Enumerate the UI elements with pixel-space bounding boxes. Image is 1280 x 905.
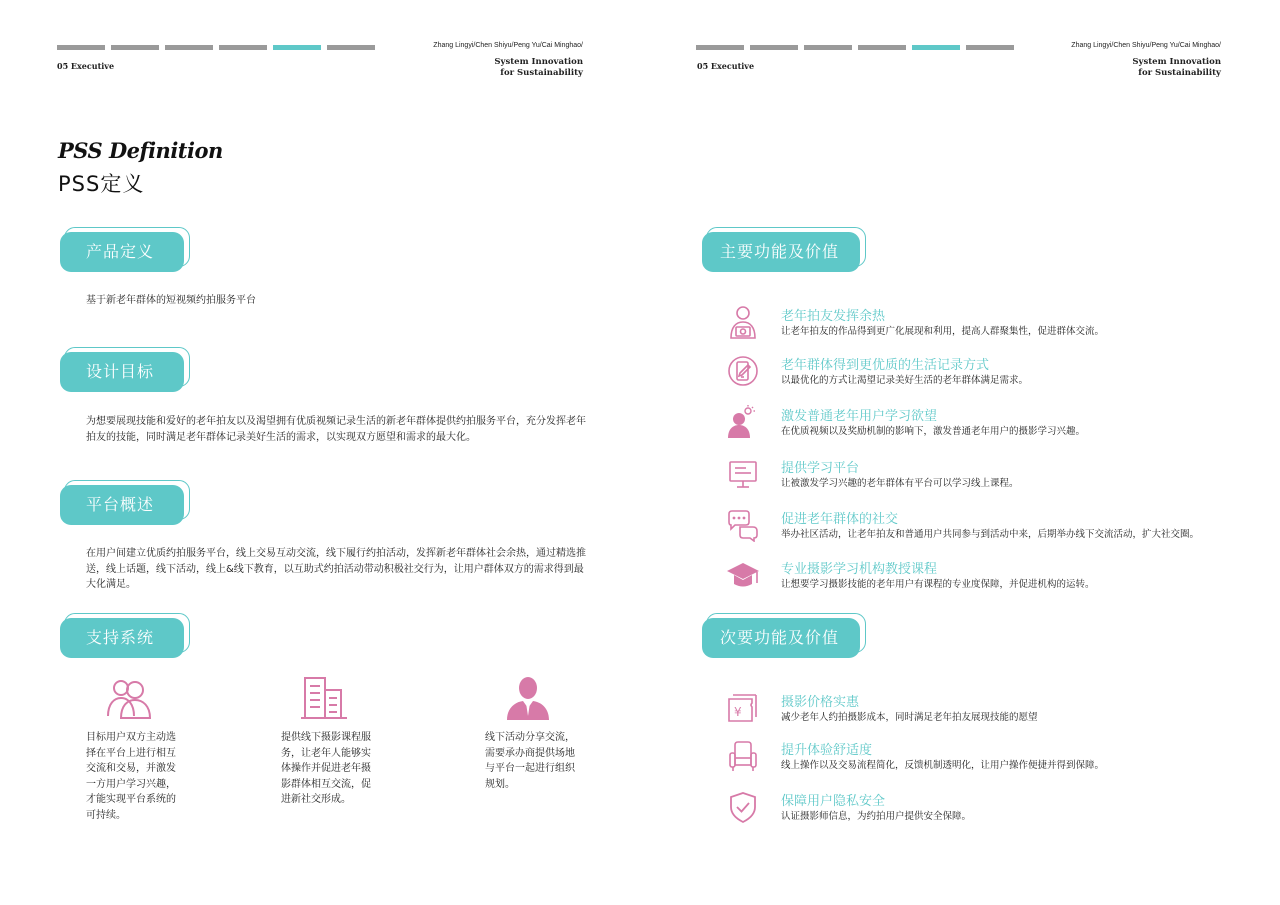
- armchair-icon: [726, 739, 760, 773]
- section-pill-goal: [60, 352, 184, 392]
- progress-segment: [696, 45, 744, 50]
- section-text-goal: 为想要展现技能和爱好的老年拍友以及渴望拥有优质视频记录生活的新老年群体提供约拍服务平台，充分发挥老年拍友的技能，同时满足老年群体记录美好生活的需求，以实现双方愿望和需求的最大化。: [86, 416, 586, 443]
- feature-desc: 减少老年人约拍摄影成本，同时满足老年拍友展现技能的愿望: [781, 712, 1038, 723]
- feature-desc: 让被激发学习兴趣的老年群体有平台可以学习线上课程。: [781, 478, 1019, 489]
- feature-desc: 线上操作以及交易流程简化，反馈机制透明化，让用户操作便捷并得到保障。: [781, 760, 1105, 771]
- section-text-overview: 在用户间建立优质约拍服务平台，线上交易互动交流，线下履行约拍活动，发挥新老年群体社会余热，通过精选推送，线上话题，线下活动，线上&线下教育，以互助式约拍活动带动积极社交行为，让用户群体双方的需求得到最大化满足。: [86, 548, 586, 590]
- feature-desc: 让想要学习摄影技能的老年用户有课程的专业度保障，并促进机构的运转。: [781, 579, 1095, 590]
- course-line-2: for Sustainability: [1138, 68, 1221, 78]
- section-pill-support: [60, 618, 184, 658]
- progress-segment: [219, 45, 267, 50]
- pill-label: 平台概述: [60, 485, 184, 525]
- progress-segment: [966, 45, 1014, 50]
- feature-title: 激发普通老年用户学习欲望: [781, 409, 938, 424]
- feature-title: 促进老年群体的社交: [781, 512, 899, 527]
- progress-segment: [858, 45, 906, 50]
- buildings-icon: [301, 676, 347, 720]
- progress-segment: [165, 45, 213, 50]
- page-title-zh: PSS定义: [58, 172, 145, 196]
- course-title: [494, 57, 583, 79]
- authors: Zhang Lingyi/Chen Shiyu/Peng Yu/Cai Minghao/: [1071, 42, 1221, 49]
- authors: Zhang Lingyi/Chen Shiyu/Peng Yu/Cai Minghao/: [433, 42, 583, 49]
- pill-label: 支持系统: [60, 618, 184, 658]
- support-item-businessman: [485, 676, 577, 792]
- support-text-users: 目标用户双方主动选择在平台上进行相互交流和交易，并激发一方用户学习兴趣，才能实现平台系统的可持续。: [86, 732, 176, 821]
- progress-segment-active: [912, 45, 960, 50]
- businessman-icon: [505, 676, 551, 720]
- chapter-label: 05 Executive: [57, 61, 115, 71]
- feature-desc: 以最优化的方式让渴望记录美好生活的老年群体满足需求。: [781, 375, 1029, 386]
- progress-segment: [750, 45, 798, 50]
- progress-segment: [111, 45, 159, 50]
- phone-edit-icon: [726, 354, 760, 388]
- course-title: [1132, 57, 1221, 79]
- support-item-users: [86, 676, 178, 823]
- feature-desc: 让老年拍友的作品得到更广化展现和利用，提高人群聚集性，促进群体交流。: [781, 326, 1105, 337]
- support-text-buildings: 提供线下摄影课程服务，让老年人能够实体操作并促进老年摄影群体相互交流，促进新社交形成。: [281, 732, 371, 805]
- price-ticket-icon: [726, 691, 760, 725]
- course-line-2: for Sustainability: [500, 68, 583, 78]
- chat-bubbles-icon: [726, 508, 760, 542]
- progress-bar: [696, 45, 1014, 50]
- pill-label: 次要功能及价值: [702, 618, 860, 658]
- chapter-label: 05 Executive: [697, 61, 755, 71]
- feature-title: 摄影价格实惠: [781, 695, 860, 710]
- idea-person-icon: [726, 405, 760, 439]
- section-text-product: 基于新老年群体的短视频约拍服务平台: [86, 295, 256, 306]
- feature-desc: 举办社区活动，让老年拍友和普通用户共同参与到活动中来，后期举办线下交流活动，扩大社交圈。: [781, 529, 1200, 540]
- graduation-cap-icon: [726, 558, 760, 592]
- section-pill-secondary: [702, 618, 860, 658]
- feature-title: 提升体验舒适度: [781, 743, 873, 758]
- right-page: [640, 0, 1280, 905]
- feature-title: 老年群体得到更优质的生活记录方式: [781, 358, 990, 373]
- feature-title: 保障用户隐私安全: [781, 794, 886, 809]
- svg-text:¥: ¥: [734, 705, 742, 719]
- support-item-buildings: [281, 676, 373, 808]
- course-line-1: System Innovation: [1132, 57, 1221, 67]
- feature-title: 提供学习平台: [781, 461, 860, 476]
- progress-segment: [804, 45, 852, 50]
- section-pill-overview: [60, 485, 184, 525]
- feature-title: 专业摄影学习机构教授课程: [781, 562, 938, 577]
- pill-label: 主要功能及价值: [702, 232, 860, 272]
- shield-check-icon: [726, 790, 760, 824]
- feature-title: 老年拍友发挥余热: [781, 309, 886, 324]
- monitor-icon: [726, 457, 760, 491]
- page-title-en: PSS Definition: [58, 138, 223, 163]
- pill-label: 设计目标: [60, 352, 184, 392]
- pill-label: 产品定义: [60, 232, 184, 272]
- progress-segment-active: [273, 45, 321, 50]
- progress-bar: [57, 45, 375, 50]
- support-text-businessman: 线下活动分享交流，需要承办商提供场地与平台一起进行组织规划。: [485, 732, 575, 790]
- progress-segment: [57, 45, 105, 50]
- section-pill-product: [60, 232, 184, 272]
- course-line-1: System Innovation: [494, 57, 583, 67]
- progress-segment: [327, 45, 375, 50]
- photographer-icon: [726, 305, 760, 339]
- users-icon: [106, 676, 152, 720]
- feature-desc: 认证摄影师信息，为约拍用户提供安全保障。: [781, 811, 972, 822]
- feature-desc: 在优质视频以及奖励机制的影响下，激发普通老年用户的摄影学习兴趣。: [781, 426, 1086, 437]
- section-pill-primary: [702, 232, 860, 272]
